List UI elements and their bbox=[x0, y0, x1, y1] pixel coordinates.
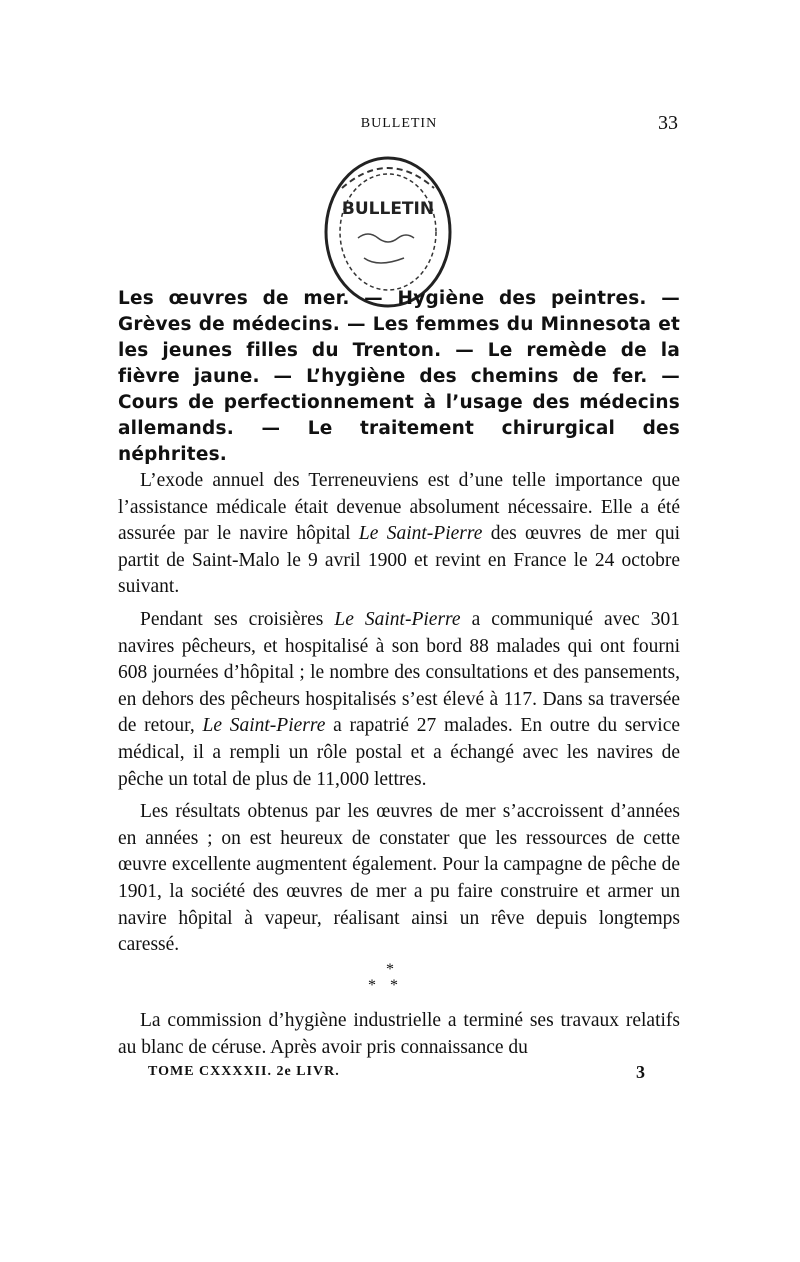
volume-reference: TOME CXXXXII. 2e LIVR. bbox=[148, 1064, 340, 1079]
article-body bbox=[118, 468, 680, 959]
page-number: 33 bbox=[658, 112, 678, 134]
ship-name: Le Saint-Pierre bbox=[358, 523, 483, 545]
commission-paragraph bbox=[118, 1008, 680, 1061]
asterism-top: * bbox=[386, 961, 394, 978]
stamp-text: BULLETIN bbox=[341, 199, 435, 219]
ship-name: Le Saint-Pierre bbox=[334, 608, 461, 630]
paragraph-text: L’exode annuel des Terreneuviens est d’une telle importance que l’assistance médicale était devenue absolument nécessaire. Elle a été assurée par le navire hôpital bbox=[118, 470, 680, 545]
paragraph-resultats: Les résultats obtenus par les œuvres de mer s’accroissent d’années en années ; on est heureux de constater que les ressources de cette œuvre excellente augmentent également. Pour la campagne de pêche de 1901, la société des œuvres de mer a pu faire construire et armer un navire hôpital à vapeur, réalisant ainsi un rêve depuis longtemps caressé. bbox=[118, 801, 680, 956]
running-title: BULLETIN bbox=[360, 116, 438, 131]
paragraph-text: des œuvres de mer qui partit de Saint-Malo le 9 avril 1900 et revint en France le 24 octobre suivant. bbox=[118, 523, 681, 598]
chapter-summary: Les œuvres de mer. — Hygiène des peintres. — Grèves de médecins. — Les femmes du Minnesota et les jeunes filles du Trenton. — Le remède de la fièvre jaune. — L’hygiène des chemins de fer. — Cours de perfectionnement à l’usage des médecins allemands. — Le traitement chirurgical des néphrites. bbox=[118, 288, 680, 465]
signature-mark: 3 bbox=[636, 1062, 646, 1082]
paragraph-croisieres bbox=[118, 607, 680, 793]
running-head bbox=[118, 112, 680, 136]
paragraph-text: Pendant ses croisières bbox=[140, 608, 335, 630]
page-footer bbox=[148, 1064, 648, 1080]
ship-name: Le Saint-Pierre bbox=[202, 715, 326, 737]
asterism-bottom: ** bbox=[368, 977, 412, 994]
paragraph-text: a communiqué avec 301 navires pêcheurs, et hospitalisé à son bord 88 malades qui ont fourni 608 journées d’hôpital ; le nombre des consultations et des pansements, en dehors des pêcheurs hospitalisés s’est élevé à 117. Dans sa traversée de retour, bbox=[118, 608, 681, 737]
paragraph-commission: La commission d’hygiène industrielle a terminé ses travaux relatifs au blanc de céruse. Après avoir pris connaissance du bbox=[118, 1010, 680, 1058]
section-asterism bbox=[340, 962, 440, 1002]
paragraph-text: a rapatrié 27 malades. En outre du service médical, il a rempli un rôle postal et a échangé avec les navires de pêche un total de plus de 11,000 lettres. bbox=[118, 715, 681, 790]
paragraph-exode bbox=[118, 468, 680, 601]
